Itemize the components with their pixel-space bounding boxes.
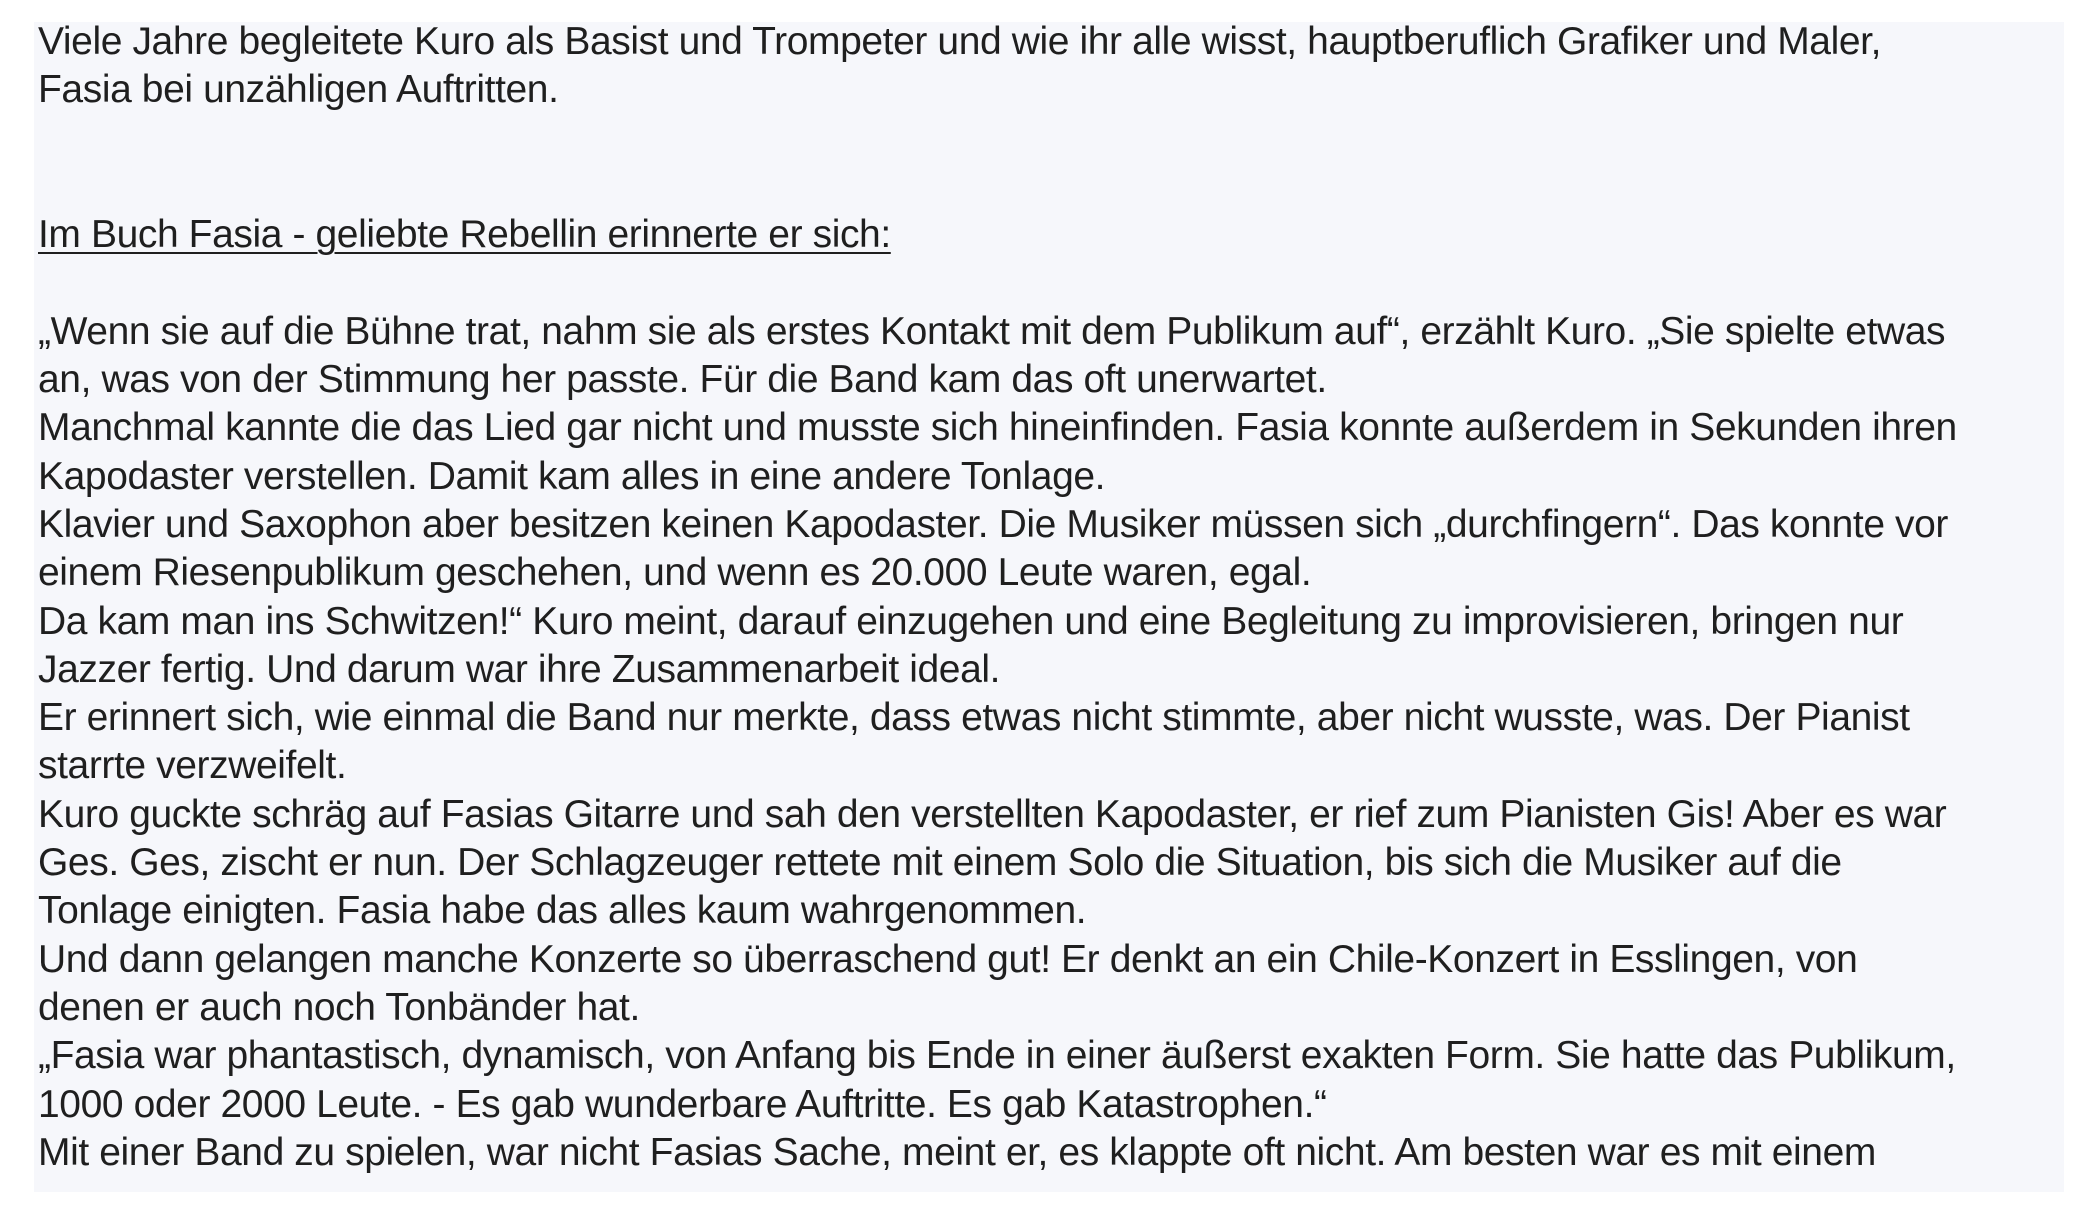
text-line: Klavier und Saxophon aber besitzen keinen Kapodaster. Die Musiker müssen sich „durchfingern“. Das konnte vor bbox=[38, 502, 1949, 546]
text-line: „Wenn sie auf die Bühne trat, nahm sie als erstes Kontakt mit dem Publikum auf“, erzählt Kuro. „Sie spielte etwas bbox=[38, 309, 1946, 353]
text-line: Und dann gelangen manche Konzerte so überraschend gut! Er denkt an ein Chile-Konzert in Esslingen, von bbox=[38, 937, 1858, 981]
text-line: einem Riesenpublikum geschehen, und wenn es 20.000 Leute waren, egal. bbox=[38, 551, 1312, 595]
document-text bbox=[38, 18, 2068, 1177]
text-line: starrte verzweifelt. bbox=[38, 744, 347, 788]
spacer bbox=[38, 115, 2068, 163]
text-line: Kuro guckte schräg auf Fasias Gitarre und sah den verstellten Kapodaster, er rief zum Pianisten Gis! Aber es war bbox=[38, 792, 1947, 836]
text-line: Jazzer fertig. Und darum war ihre Zusammenarbeit ideal. bbox=[38, 647, 1001, 691]
text-line: Manchmal kannte die das Lied gar nicht und musste sich hineinfinden. Fasia konnte außerdem in Sekunden ihren bbox=[38, 406, 1957, 450]
text-line: 1000 oder 2000 Leute. - Es gab wunderbare Auftritte. Es gab Katastrophen.“ bbox=[38, 1082, 1327, 1126]
text-line: Viele Jahre begleitete Kuro als Basist und Trompeter und wie ihr alle wisst, hauptberuflich Grafiker und Maler, bbox=[38, 20, 1882, 63]
text-line: an, was von der Stimmung her passte. Für die Band kam das oft unerwartet. bbox=[38, 358, 1327, 402]
text-line: Tonlage einigten. Fasia habe das alles kaum wahrgenommen. bbox=[38, 889, 1087, 933]
spacer bbox=[38, 163, 2068, 211]
text-line: Er erinnert sich, wie einmal die Band nur merkte, dass etwas nicht stimmte, aber nicht wusste, was. Der Pianist bbox=[38, 696, 1910, 740]
text-line: Mit einer Band zu spielen, war nicht Fasias Sache, meint er, es klappte oft nicht. Am besten war es mit einem bbox=[38, 1130, 1876, 1174]
spacer bbox=[38, 259, 2068, 307]
text-line: Ges. Ges, zischt er nun. Der Schlagzeuger rettete mit einem Solo die Situation, bis sich die Musiker auf die bbox=[38, 841, 1842, 885]
text-line: denen er auch noch Tonbänder hat. bbox=[38, 985, 640, 1029]
text-line: „Fasia war phantastisch, dynamisch, von Anfang bis Ende in einer äußerst exakten Form. Sie hatte das Publikum, bbox=[38, 1034, 1956, 1078]
text-line: Fasia bei unzähligen Auftritten. bbox=[38, 68, 559, 112]
text-line: Kapodaster verstellen. Damit kam alles in eine andere Tonlage. bbox=[38, 454, 1106, 498]
section-heading-text: Im Buch Fasia - geliebte Rebellin erinnerte er sich: bbox=[38, 213, 891, 257]
section-heading bbox=[38, 211, 2068, 259]
text-line: Da kam man ins Schwitzen!“ Kuro meint, darauf einzugehen und eine Begleitung zu improvisieren, bringen nur bbox=[38, 599, 1904, 643]
